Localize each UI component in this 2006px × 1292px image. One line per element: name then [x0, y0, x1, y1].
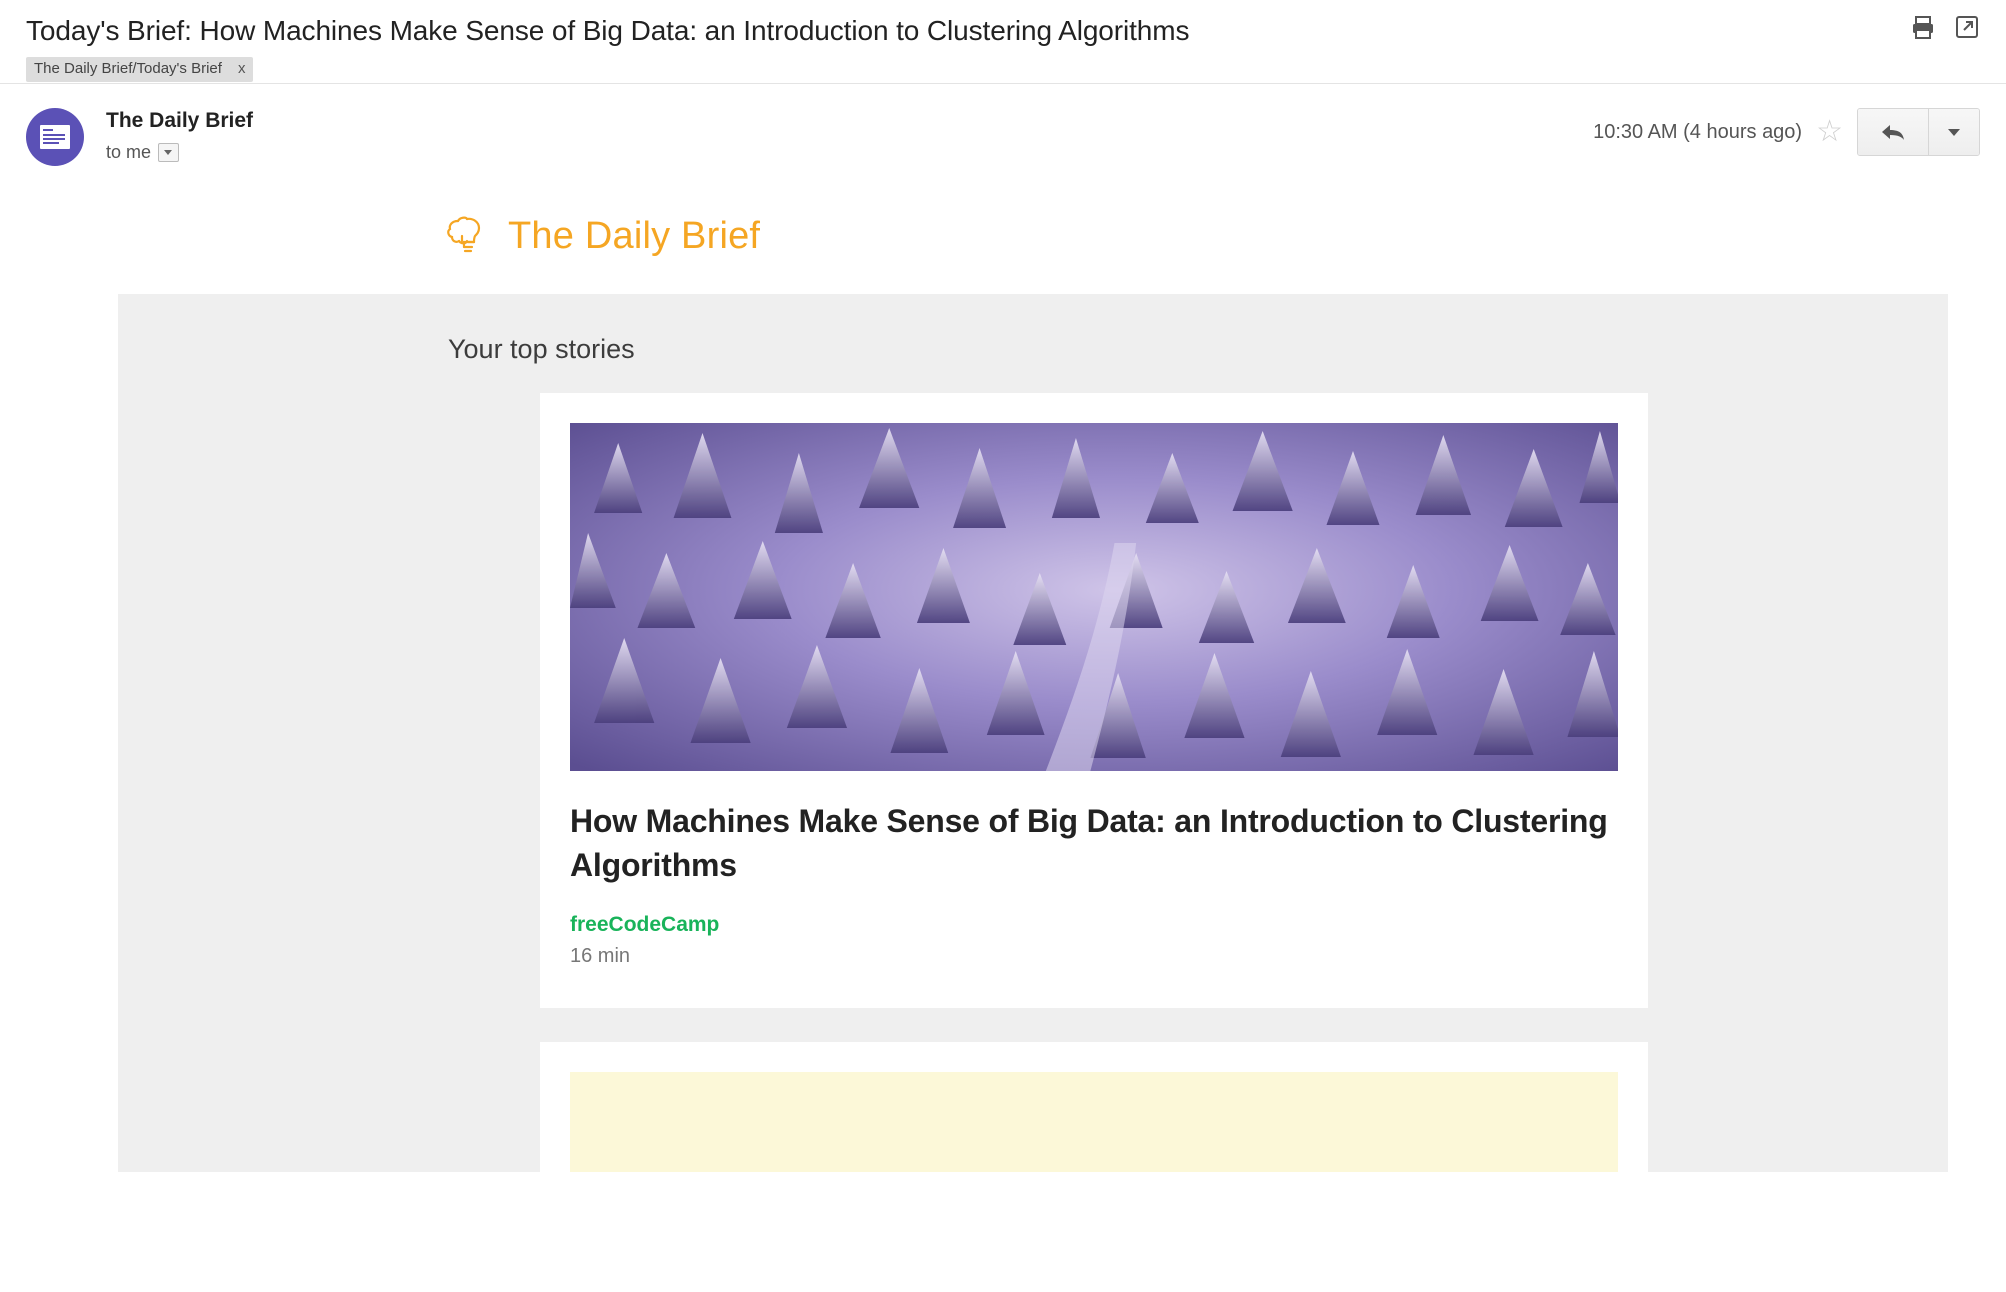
story-title[interactable]: How Machines Make Sense of Big Data: an Introduction to Clustering Algorithms	[570, 803, 1608, 883]
header-icon-group	[1910, 14, 1980, 40]
stories-panel	[118, 294, 1948, 1172]
story-highlight-block	[570, 1072, 1618, 1172]
page-title: Today's Brief: How Machines Make Sense of Big Data: an Introduction to Clustering Algorithms	[26, 15, 1190, 46]
story-read-time: 16 min	[570, 945, 631, 967]
panel-title: Your top stories	[448, 334, 635, 364]
mail-header	[0, 0, 2006, 84]
sender-name[interactable]: The Daily Brief	[106, 109, 254, 132]
story-card[interactable]	[540, 393, 1648, 1008]
recipient-label: to me	[106, 142, 152, 162]
email-body	[0, 170, 2006, 1172]
avatar-document-icon	[40, 125, 70, 149]
label-chip[interactable]	[26, 57, 253, 82]
message-header	[0, 84, 2006, 170]
reply-button-group	[1857, 108, 1980, 156]
avatar	[26, 108, 84, 166]
more-options-button[interactable]	[1928, 109, 1979, 155]
timestamp: 10:30 AM (4 hours ago)	[1593, 120, 1803, 143]
story-source[interactable]: freeCodeCamp	[570, 913, 720, 936]
brand-name: The Daily Brief	[508, 214, 761, 257]
label-chip-remove[interactable]: x	[237, 60, 246, 77]
recipient-details-chevron-down-icon[interactable]	[158, 143, 179, 162]
brain-lightbulb-icon	[440, 207, 494, 266]
star-outline-icon[interactable]: ☆	[1816, 115, 1843, 148]
label-chip-text: The Daily Brief/Today's Brief	[34, 60, 222, 77]
story-image	[570, 423, 1618, 771]
printer-icon[interactable]	[1910, 14, 1936, 40]
brand-header	[0, 198, 2006, 274]
message-actions	[1593, 108, 1980, 156]
chevron-down-icon	[1948, 129, 1960, 136]
story-card-next[interactable]	[540, 1042, 1648, 1172]
reply-arrow-icon	[1878, 121, 1908, 143]
reply-button[interactable]	[1858, 109, 1928, 155]
open-in-new-window-icon[interactable]	[1954, 14, 1980, 40]
